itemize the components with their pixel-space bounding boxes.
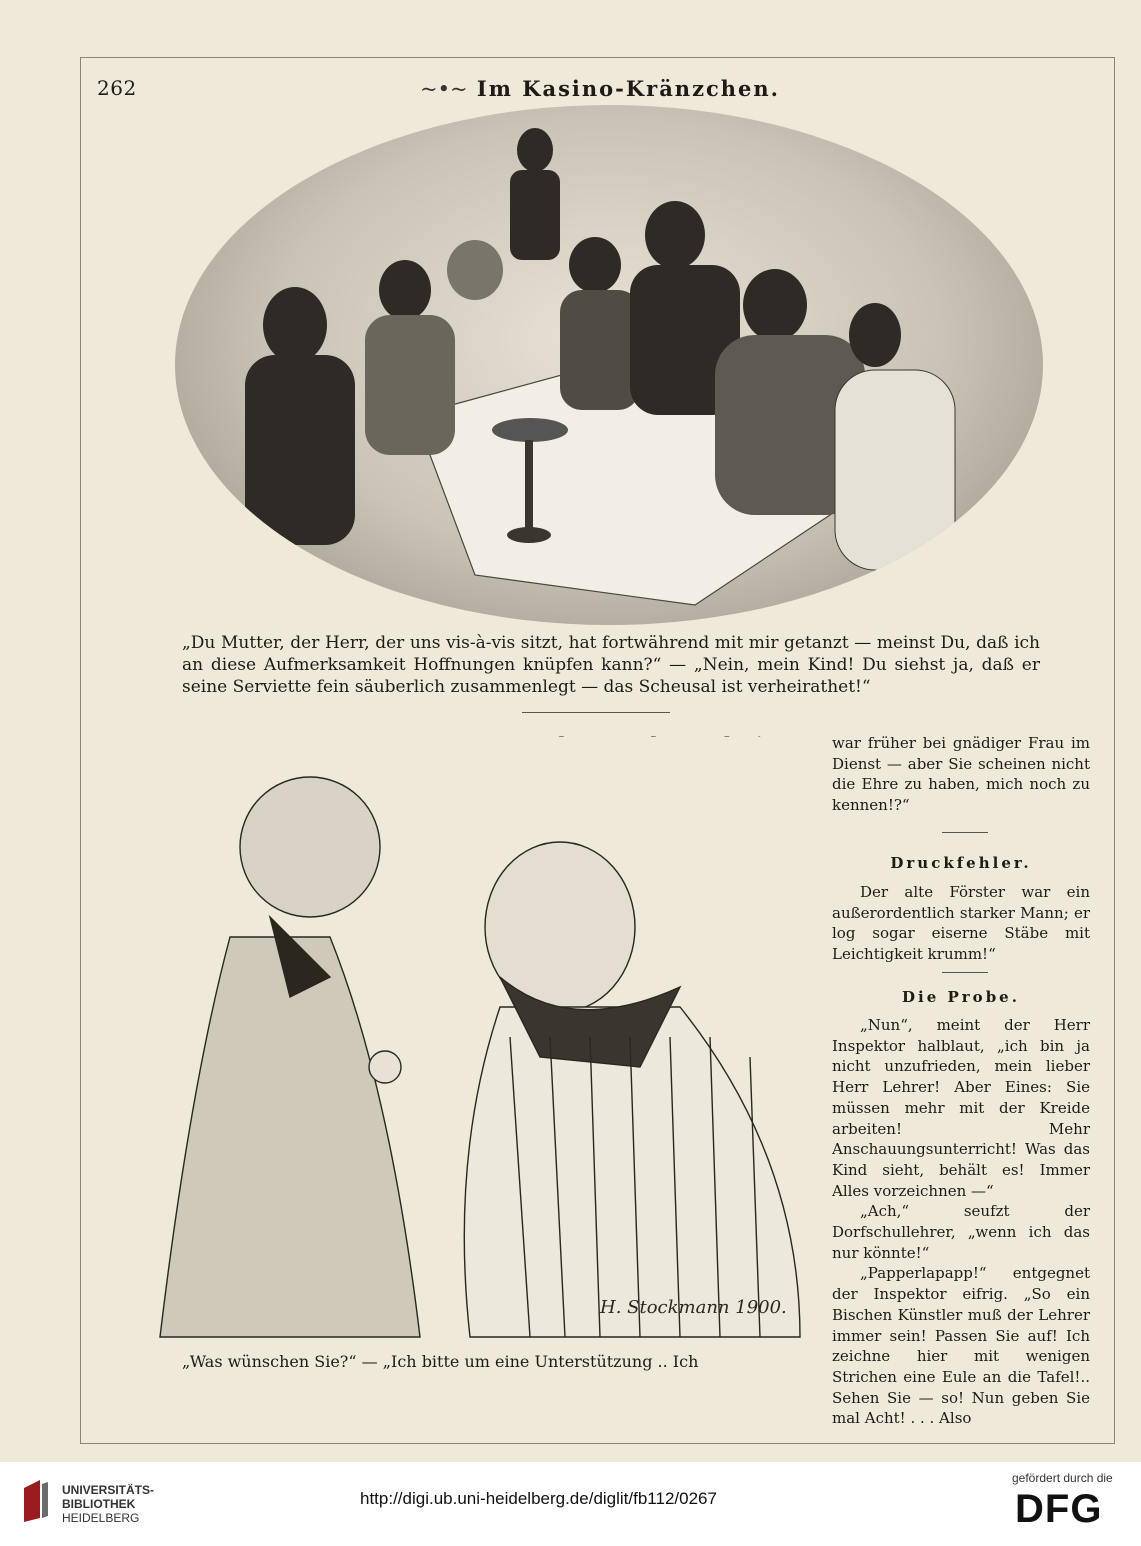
probe-paragraph-1: „Nun“, meint der Herr Inspektor halblaut, „ich bin ja nicht unzufrieden, mein lieber Herr Lehrer! Aber Eines: Sie müssen mehr mit der Kreide arbeiten! Mehr Anschauungsunterricht! Was das Kind sieht, behält es! Immer Alles vorzeichnen —“ (832, 1016, 1090, 1200)
column-divider-1 (942, 832, 988, 833)
probe-paragraph-2: „Ach,“ seufzt der Dorfschullehrer, „wenn ich das nur könnte!“ (832, 1202, 1090, 1262)
section-divider (522, 712, 670, 713)
header-title-text: Im Kasino-Kränzchen. (476, 76, 780, 101)
funding-label: gefördert durch die (1012, 1471, 1113, 1485)
banquet-signature (271, 581, 346, 611)
banquet-illustration (175, 105, 1043, 625)
probe-body (832, 1015, 1090, 1429)
continuation-text: war früher bei gnädiger Frau im Dienst — aber Sie scheinen nicht die Ehre zu haben, mich noch zu kennen!?“ (832, 734, 1090, 815)
verlegenheit-drawing (120, 737, 810, 1342)
page-number: 262 (97, 76, 137, 100)
dfg-logo[interactable]: DFG (1015, 1487, 1103, 1531)
druckfehler-title: Druckfehler. (890, 854, 1032, 872)
permalink-url[interactable]: http://digi.ub.uni-heidelberg.de/diglit/fb112/0267 (360, 1489, 717, 1508)
ornament-left: ~•~ (419, 77, 468, 101)
druckfehler-text: Der alte Förster war ein außerordentlich starker Mann; er log sogar eiserne Stäbe mit Leichtigkeit krumm!“ (832, 883, 1090, 964)
banquet-signature-name: A.Hengeler (271, 581, 347, 596)
verlegenheit-continuation (832, 733, 1090, 816)
library-logo-icon (20, 1478, 50, 1524)
verlegenheit-caption: „Was wünschen Sie?“ — „Ich bitte um eine Unterstützung .. Ich (182, 1352, 699, 1371)
library-name-line1: UNIVERSITÄTS- (62, 1483, 155, 1497)
banquet-signature-year: 1900 (271, 596, 305, 611)
probe-paragraph-3: „Papperlapapp!“ entgegnet der Inspektor eifrig. „So ein Bischen Künstler muß der Lehrer immer sein! Passen Sie auf! Ich zeichne hier mit wenigen Strichen eine Eule an die Tafel!.. Sehen Sie — so! Nun geben Sie mal Acht! . . . Also (832, 1264, 1090, 1428)
column-divider-2 (942, 972, 988, 973)
probe-title: Die Probe. (902, 988, 1020, 1006)
banquet-caption: „Du Mutter, der Herr, der uns vis-à-vis sitzt, hat fortwährend mit mir getanzt — meinst Du, daß ich an diese Aufmerksamkeit Hoffnungen knüpfen kann?“ — „Nein, mein Kind! Du siehst ja, daß er seine Serviette fein säuberlich zusammenlegt — das Scheusal ist verheirathet!“ (182, 633, 1040, 697)
library-name[interactable] (62, 1483, 154, 1525)
verlegenheit-signature: H. Stockmann 1900. (600, 1297, 787, 1318)
library-name-line2: BIBLIOTHEK (62, 1497, 136, 1511)
verlegenheit-illustration (120, 737, 810, 1342)
library-name-line3: HEIDELBERG (62, 1511, 140, 1525)
banquet-drawing (175, 105, 1043, 625)
druckfehler-body (832, 882, 1090, 965)
